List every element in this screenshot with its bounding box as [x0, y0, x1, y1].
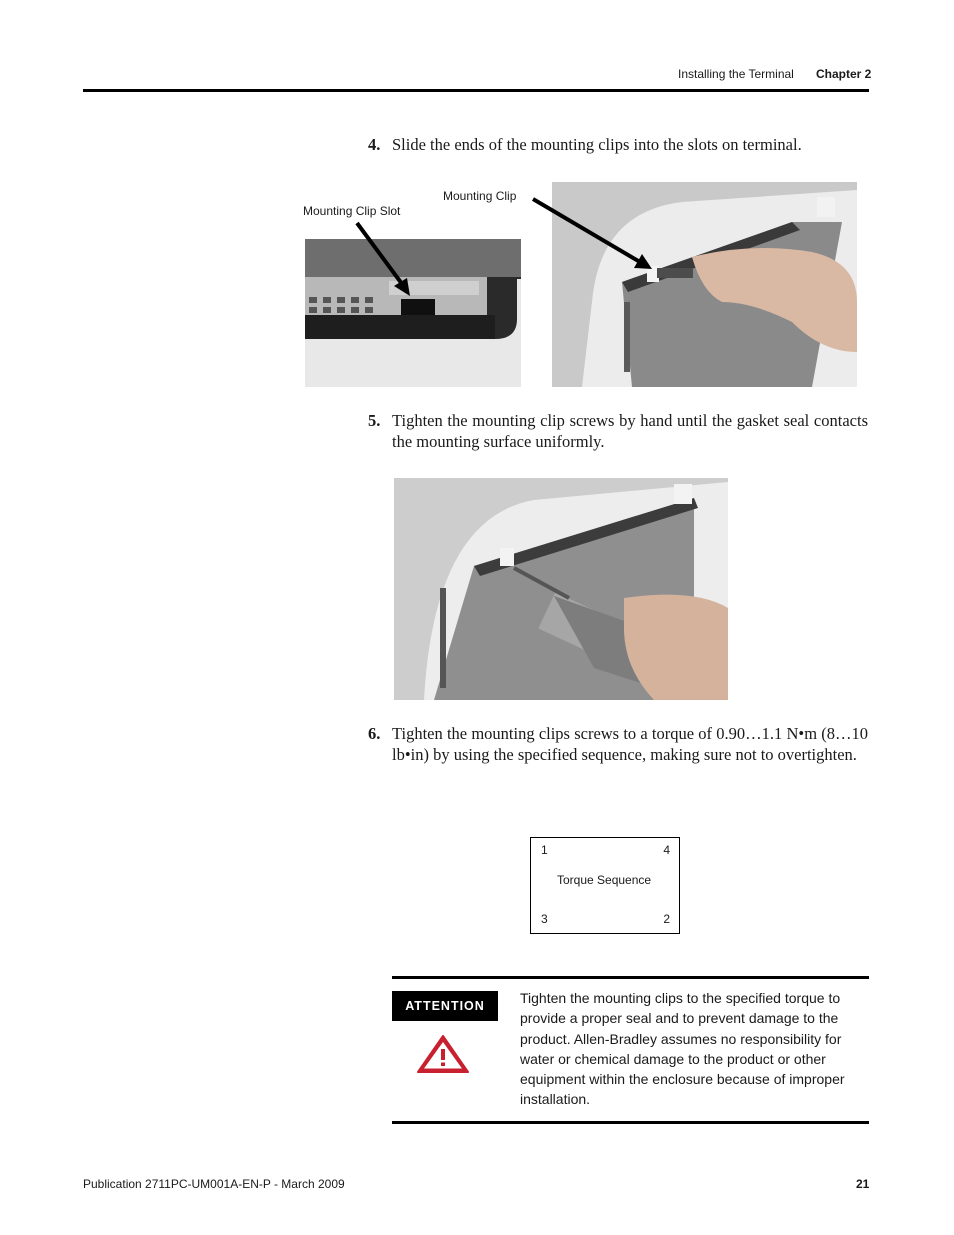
step-text: Slide the ends of the mounting clips into the slots on terminal. — [392, 135, 802, 154]
step-number: 5. — [368, 411, 381, 430]
header-section-title: Installing the Terminal — [678, 67, 794, 81]
torque-position-bottom-right: 2 — [663, 912, 670, 926]
attention-bottom-rule — [392, 1121, 869, 1124]
torque-position-top-left: 1 — [541, 843, 548, 857]
page-number: 21 — [856, 1177, 870, 1191]
torque-sequence-title: Torque Sequence — [557, 873, 652, 887]
attention-badge: ATTENTION — [392, 991, 498, 1021]
tightening-screws-photo — [394, 478, 728, 700]
callout-mounting-clip: Mounting Clip — [443, 189, 517, 203]
callout-mounting-clip-slot: Mounting Clip Slot — [303, 204, 401, 218]
step-6 — [368, 723, 868, 789]
step-number: 4. — [368, 135, 381, 154]
step-text: Tighten the mounting clip screws by hand until the gasket seal contacts the mounting surface uniformly. — [392, 411, 868, 451]
step-number: 6. — [368, 724, 381, 743]
step-5 — [368, 410, 868, 454]
torque-position-bottom-left: 3 — [541, 912, 548, 926]
footer-publication: Publication 2711PC-UM001A-EN-P - March 2009 — [83, 1177, 345, 1191]
attention-text: Tighten the mounting clips to the specified torque to provide a proper seal and to prevent damage to the product. Allen-Bradley assumes no responsibility for water or chemical damage to the product or other equipment within the enclosure because of improper installation. — [520, 990, 845, 1108]
torque-sequence-diagram — [530, 837, 680, 934]
header-chapter: Chapter 2 — [816, 67, 872, 81]
attention-top-rule — [392, 976, 869, 979]
torque-position-top-right: 4 — [663, 843, 670, 857]
step-text: Tighten the mounting clips screws to a torque of 0.90…1.1 N•m (8…10 lb•in) by using the specified sequence, making sure not to overtighten. — [392, 724, 868, 764]
warning-triangle-icon — [416, 1034, 470, 1079]
